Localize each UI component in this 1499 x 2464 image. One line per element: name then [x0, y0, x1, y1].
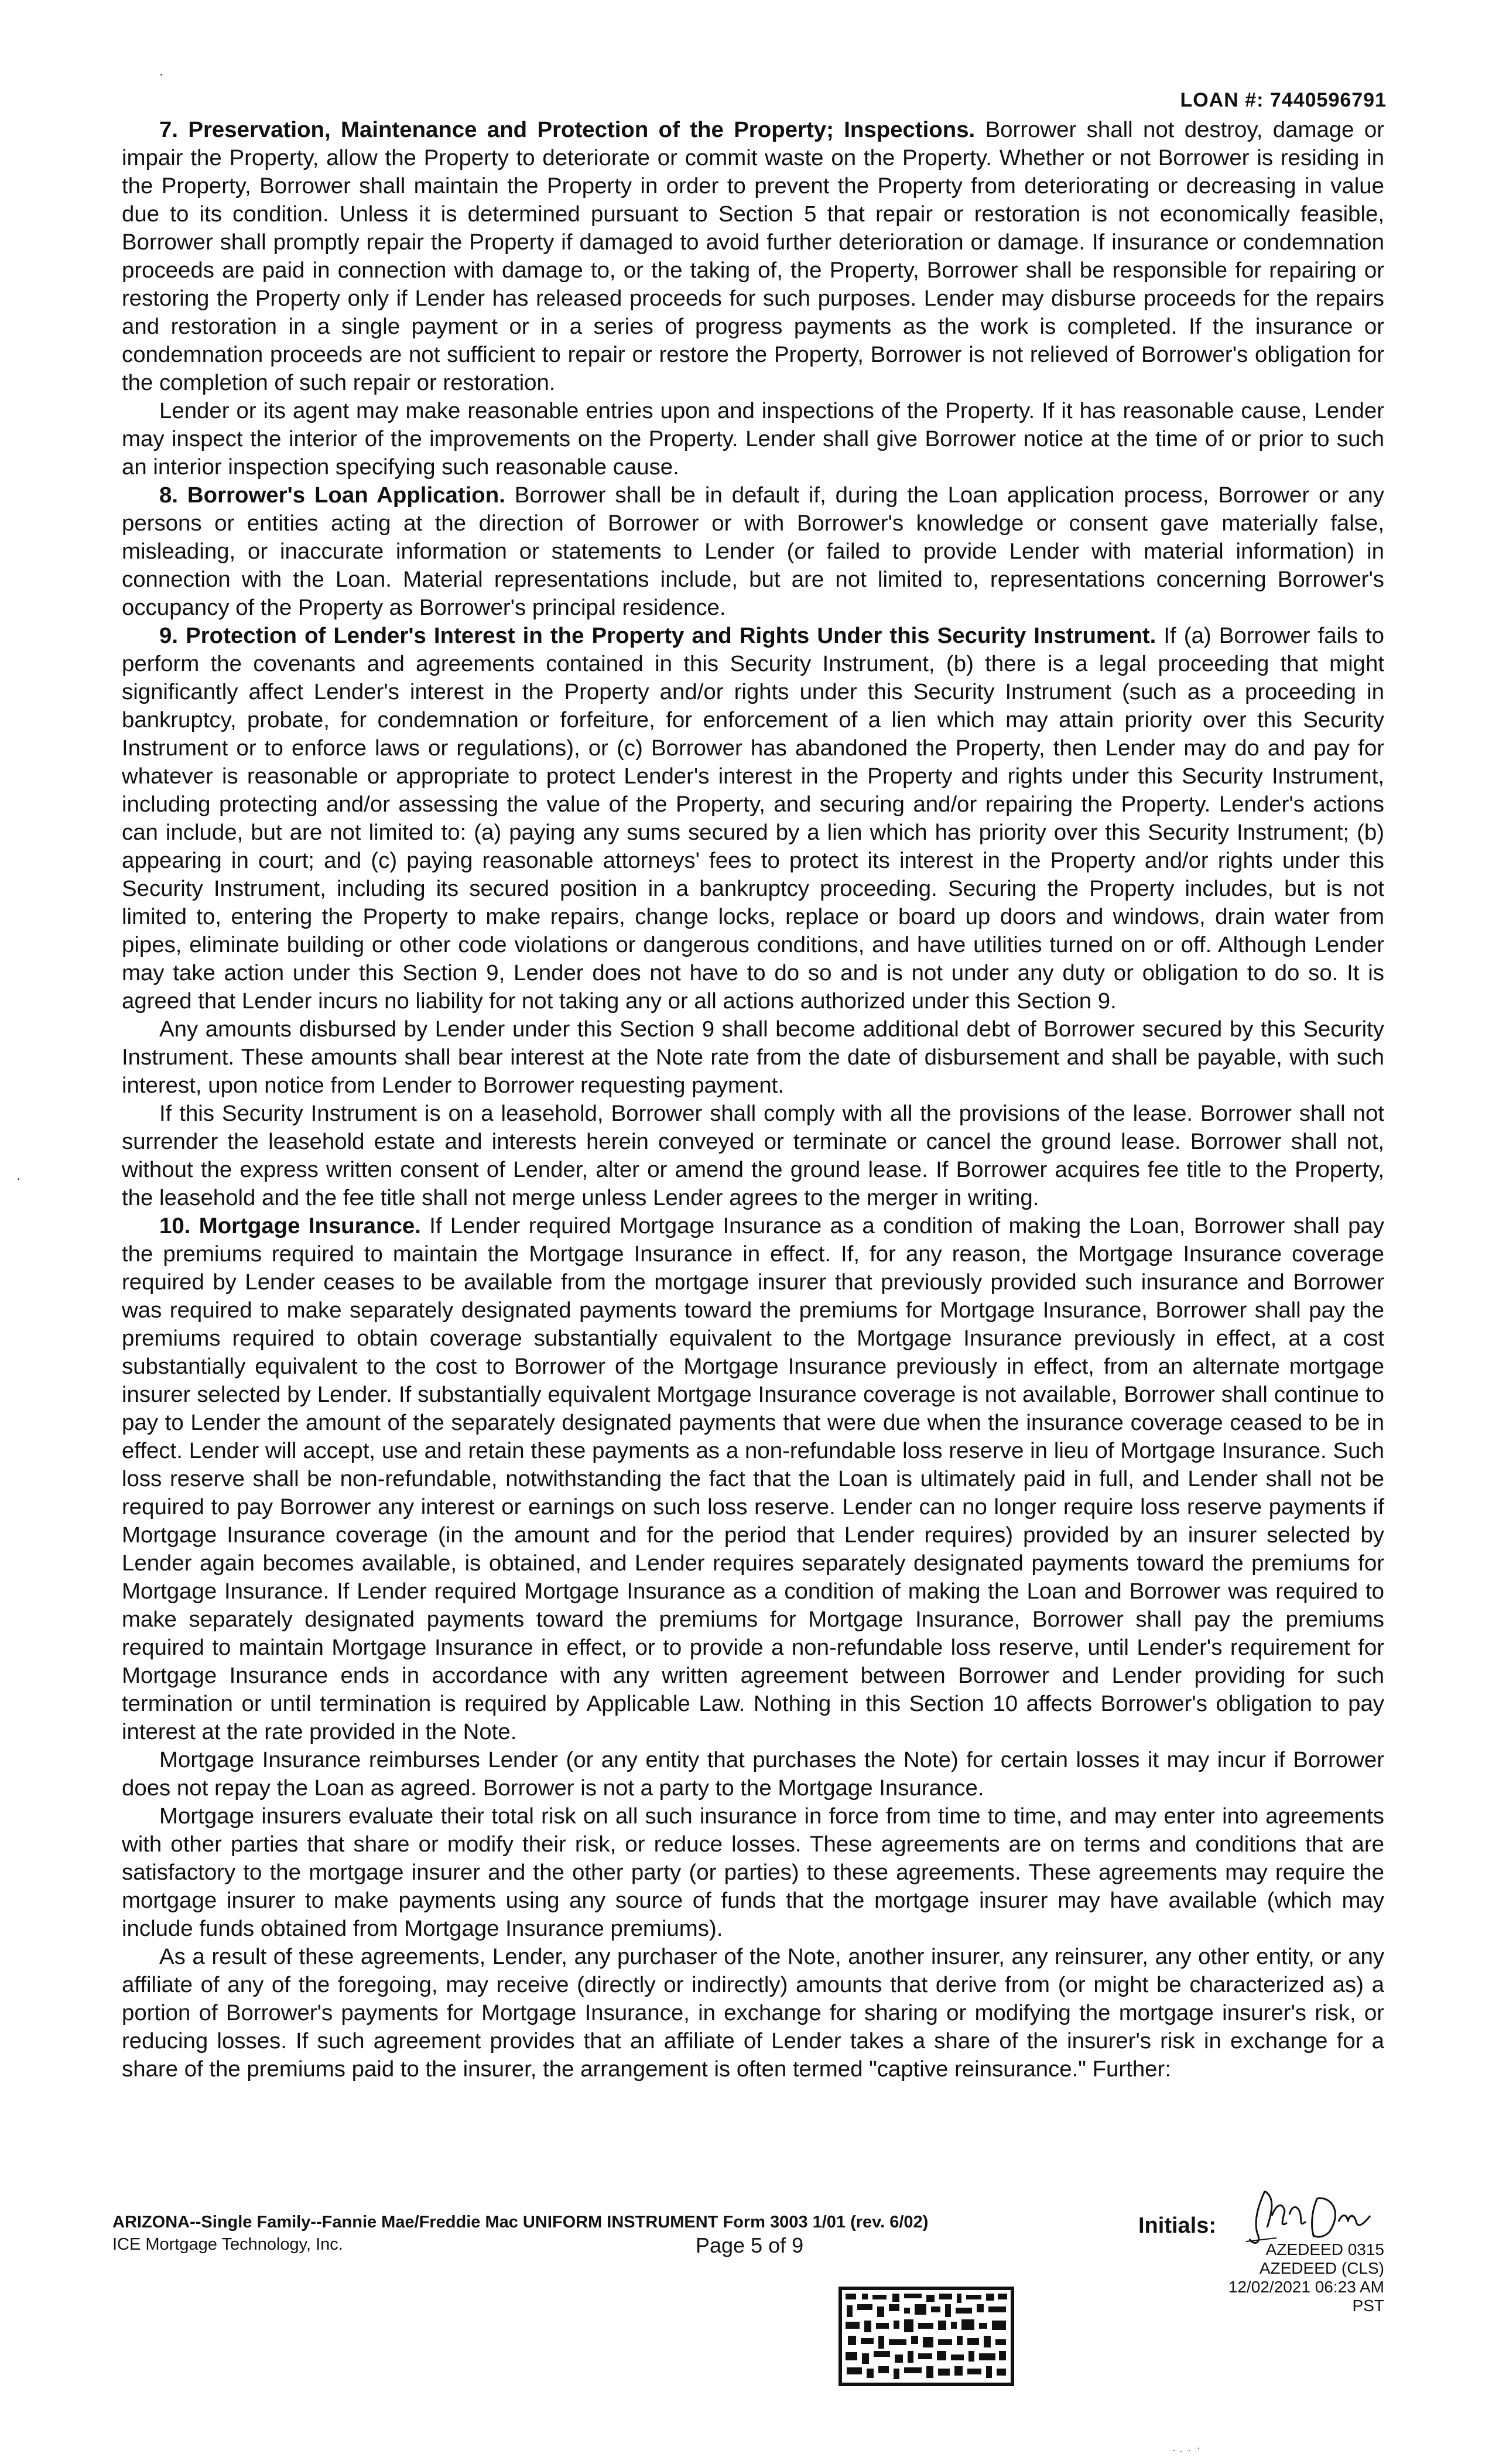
section-7-paragraph	[122, 116, 1384, 397]
section-10-paragraph	[122, 1212, 1384, 1746]
section-9-paragraph	[122, 622, 1384, 1015]
section-9-paragraph-2: Any amounts disbursed by Lender under this Section 9 shall become additional debt of Borrower secured by this Security Instrument. These amounts shall bear interest at the Note rate from the date of disbursement and shall be payable, with such interest, upon notice from Lender to Borrower requesting payment.	[122, 1017, 1384, 1098]
section-10-paragraph-2: Mortgage Insurance reimburses Lender (or any entity that purchases the Note) for certain losses it may incur if Borrower does not repay the Loan as agreed. Borrower is not a party to the Mortgage Insurance.	[122, 1747, 1384, 1801]
section-8-text: Borrower shall be in default if, during the Loan application process, Borrower or any persons or entities acting at the direction of Borrower or with Borrower's knowledge or consent gave materially false, misleading, or inaccurate information or statements to Lender (or failed to provide Lender with material information) in connection with the Loan. Material representations include, but are not limited to, representations concerning Borrower's occupancy of the Property as Borrower's principal residence.	[122, 482, 1384, 620]
scan-speck	[1189, 2450, 1190, 2451]
page-number: Page 5 of 9	[696, 2233, 804, 2257]
section-9-text: If (a) Borrower fails to perform the covenants and agreements contained in this Security Instrument, (b) there is a legal proceeding that might significantly affect Lender's interest in the Property and/or rights under this Security Instrument (such as a proceeding in bankruptcy, probate, for condemnation or forfeiture, for enforcement of a lien which may attain priority over this Security Instrument or to enforce laws or regulations), or (c) Borrower has abandoned the Property, then Lender may do and pay for whatever is reasonable or appropriate to protect Lender's interest in the Property and rights under this Security Instrument, including protecting and/or assessing the value of the Property, and securing and/or repairing the Property. Lender's actions can include, but are not limited to: (a) paying any sums secured by a lien which has priority over this Security Instrument; (b) appearing in court; and (c) paying reasonable attorneys' fees to protect its interest in the Property and/or rights under this Security Instrument, including its secured position in a bankruptcy proceeding. Securing the Property includes, but is not limited to, entering the Property to make repairs, change locks, replace or board up doors and windows, drain water from pipes, eliminate building or other code violations or dangerous conditions, and have utilities turned on or off. Although Lender may take action under this Section 9, Lender does not have to do so and is not under any duty or obligation to do so. It is agreed that Lender incurs no liability for not taking any or all actions authorized under this Section 9.	[122, 623, 1384, 1014]
section-10-heading: 10. Mortgage Insurance.	[159, 1213, 421, 1238]
section-9-heading: 9. Protection of Lender's Interest in the Property and Rights Under this Security Instrument.	[159, 623, 1156, 648]
section-9-paragraph-3: If this Security Instrument is on a leasehold, Borrower shall comply with all the provisions of the lease. Borrower shall not surrender the leasehold estate and interests herein conveyed or terminate or cancel the ground lease. Borrower shall not, without the express written consent of Lender, alter or amend the ground lease. If Borrower acquires fee title to the Property, the leasehold and the fee title shall not merge unless Lender agrees to the merger in writing.	[122, 1101, 1384, 1210]
scan-speck	[1180, 2451, 1182, 2452]
stamp-line-1: AZEDEED 0315	[1265, 2240, 1384, 2258]
document-body	[122, 116, 1384, 2083]
section-7-text: Borrower shall not destroy, damage or impair the Property, allow the Property to deteriorate or commit waste on the Property. Whether or not Borrower is residing in the Property, Borrower shall maintain the Property in order to prevent the Property from deteriorating or decreasing in value due to its condition. Unless it is determined pursuant to Section 5 that repair or restoration is not economically feasible, Borrower shall promptly repair the Property if damaged to avoid further deterioration or damage. If insurance or condemnation proceeds are paid in connection with damage to, or the taking of, the Property, Borrower shall be responsible for repairing or restoring the Property only if Lender has released proceeds for such purposes. Lender may disburse proceeds for the repairs and restoration in a single payment or in a series of progress payments as the work is completed. If the insurance or condemnation proceeds are not sufficient to repair or restore the Property, Borrower is not relieved of Borrower's obligation for the completion of such repair or restoration.	[122, 117, 1384, 395]
section-8-heading: 8. Borrower's Loan Application.	[159, 482, 505, 508]
stamp-line-2: AZEDEED (CLS)	[1259, 2259, 1384, 2277]
initials-label: Initials:	[1138, 2213, 1217, 2238]
barcode-2d	[839, 2287, 1014, 2386]
loan-number: LOAN #: 7440596791	[1180, 89, 1387, 111]
section-7-heading: 7. Preservation, Maintenance and Protection of the Property; Inspections.	[159, 117, 976, 142]
section-7-paragraph-2: Lender or its agent may make reasonable entries upon and inspections of the Property. If it has reasonable cause, Lender may inspect the interior of the improvements on the Property. Lender shall give Borrower notice at the time of or prior to such an interior inspection specifying such reasonable cause.	[122, 398, 1384, 480]
vendor-name: ICE Mortgage Technology, Inc.	[112, 2235, 343, 2254]
stamp-timestamp: 12/02/2021 06:23 AM PST	[1228, 2278, 1384, 2315]
e-sign-stamp	[1203, 2240, 1384, 2315]
scan-speck	[1198, 2448, 1199, 2449]
initials-block	[1138, 2178, 1384, 2315]
section-10-paragraph-3: Mortgage insurers evaluate their total risk on all such insurance in force from time to time, and may enter into agreements with other parties that share or modify their risk, or reduce losses. These agreements are on terms and conditions that are satisfactory to the mortgage insurer and the other party (or parties) to these agreements. These agreements may require the mortgage insurer to make payments using any source of funds that the mortgage insurer may have available (which may include funds obtained from Mortgage Insurance premiums).	[122, 1803, 1384, 1941]
section-10-paragraph-4: As a result of these agreements, Lender, any purchaser of the Note, another insurer, any reinsurer, any other entity, or any affiliate of any of the foregoing, may receive (directly or indirectly) amounts that derive from (or might be characterized as) a portion of Borrower's payments for Mortgage Insurance, in exchange for sharing or modifying the mortgage insurer's risk, or reducing losses. If such agreement provides that an affiliate of Lender takes a share of the insurer's risk in exchange for a share of the premiums paid to the insurer, the arrangement is often termed "captive reinsurance." Further:	[122, 1944, 1384, 2082]
section-8-paragraph	[122, 481, 1384, 622]
footer-form-info	[112, 2211, 928, 2256]
section-10-text: If Lender required Mortgage Insurance as a condition of making the Loan, Borrower shall pay the premiums required to maintain the Mortgage Insurance in effect. If, for any reason, the Mortgage Insurance coverage required by Lender ceases to be available from the mortgage insurer that previously provided such insurance and Borrower was required to make separately designated payments toward the premiums for Mortgage Insurance, Borrower shall pay the premiums required to obtain coverage substantially equivalent to the Mortgage Insurance previously in effect, at a cost substantially equivalent to the cost to Borrower of the Mortgage Insurance previously in effect, from an alternate mortgage insurer selected by Lender. If substantially equivalent Mortgage Insurance coverage is not available, Borrower shall continue to pay to Lender the amount of the separately designated payments that were due when the insurance coverage ceased to be in effect. Lender will accept, use and retain these payments as a non-refundable loss reserve in lieu of Mortgage Insurance. Such loss reserve shall be non-refundable, notwithstanding the fact that the Loan is ultimately paid in full, and Lender shall not be required to pay Borrower any interest or earnings on such loss reserve. Lender can no longer require loss reserve payments if Mortgage Insurance coverage (in the amount and for the period that Lender requires) provided by an insurer selected by Lender again becomes available, is obtained, and Lender requires separately designated payments toward the premiums for Mortgage Insurance. If Lender required Mortgage Insurance as a condition of making the Loan and Borrower was required to make separately designated payments toward the premiums for Mortgage Insurance, Borrower shall pay the premiums required to maintain Mortgage Insurance in effect, or to provide a non-refundable loss reserve, until Lender's requirement for Mortgage Insurance ends in accordance with any written agreement between Borrower and Lender providing for such termination or until termination is required by Applicable Law. Nothing in this Section 10 affects Borrower's obligation to pay interest at the rate provided in the Note.	[122, 1213, 1384, 1744]
scan-speck	[18, 1178, 19, 1180]
scan-speck	[1173, 2450, 1175, 2451]
scan-speck	[160, 74, 162, 76]
form-line: ARIZONA--Single Family--Fannie Mae/Freddie Mac UNIFORM INSTRUMENT Form 3003 1/01 (rev. 6/02)	[112, 2213, 929, 2232]
